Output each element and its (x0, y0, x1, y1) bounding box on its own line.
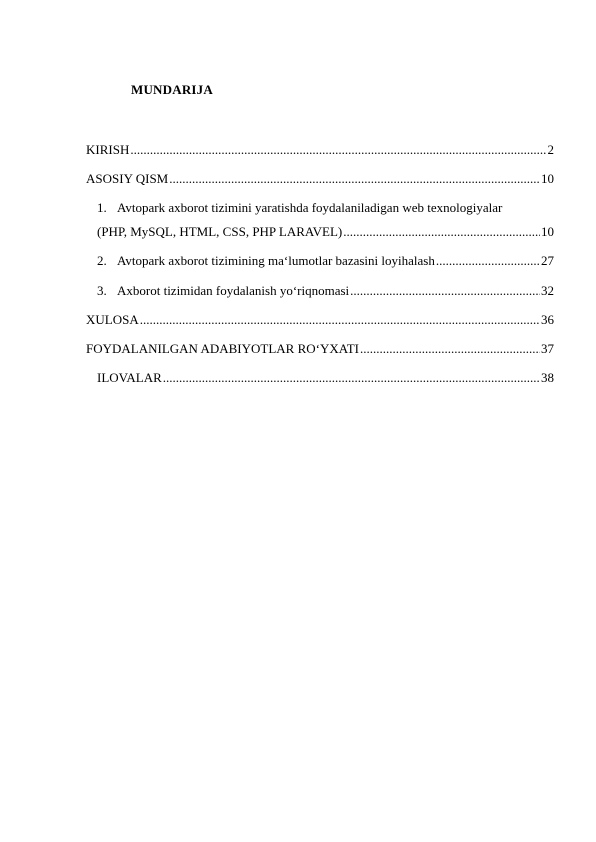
toc-entry-label: ILOVALAR (97, 370, 162, 385)
toc-entry-label: XULOSA (86, 312, 139, 327)
toc-page-number: 27 (541, 253, 554, 268)
dot-leader (140, 312, 540, 328)
dot-leader (436, 253, 540, 269)
toc-entry-kirish (86, 142, 554, 158)
toc-entry-2 (97, 253, 554, 269)
toc-entry-xulosa (86, 312, 554, 328)
toc-page-number: 10 (541, 224, 554, 239)
toc-page-number: 10 (541, 171, 554, 186)
toc-entry-3 (97, 283, 554, 299)
toc-entry-adabiyotlar (86, 341, 554, 357)
toc-entry-number: 3. (97, 283, 107, 298)
dot-leader (343, 224, 540, 240)
toc-entry-label: Avtopark axborot tizimini yaratishda foydalaniladigan web texnologiyalar (117, 200, 503, 215)
toc-page-number: 37 (541, 341, 554, 356)
dot-leader (360, 341, 540, 357)
toc-title: MUNDARIJA (131, 82, 213, 97)
toc-entry-label: Axborot tizimidan foydalanish yo‘riqnomasi (117, 283, 350, 298)
toc-page-number: 32 (541, 283, 554, 298)
toc-entry-label: Avtopark axborot tizimining ma‘lumotlar bazasini loyihalash (117, 253, 435, 268)
dot-leader (130, 142, 546, 158)
toc-entry-label: ASOSIY QISM (86, 171, 169, 186)
dot-leader (169, 171, 540, 187)
toc-entry-label-continued: (PHP, MySQL, HTML, CSS, PHP LARAVEL) (97, 224, 343, 239)
toc-entry-ilovalar (97, 370, 554, 386)
toc-entry-1-line2 (97, 224, 554, 240)
toc-entry-asosiy-qism (86, 171, 554, 187)
toc-entry-1-line1 (97, 200, 554, 216)
toc-entry-number: 2. (97, 253, 107, 268)
toc-page-number: 2 (547, 142, 554, 157)
toc-page-number: 36 (541, 312, 554, 327)
dot-leader (163, 370, 540, 386)
toc-entry-number: 1. (97, 200, 107, 215)
toc-entry-label: KIRISH (86, 142, 130, 157)
dot-leader (350, 283, 540, 299)
toc-page-number: 38 (541, 370, 554, 385)
toc-entry-label: FOYDALANILGAN ADABIYOTLAR RO‘YXATI (86, 341, 359, 356)
